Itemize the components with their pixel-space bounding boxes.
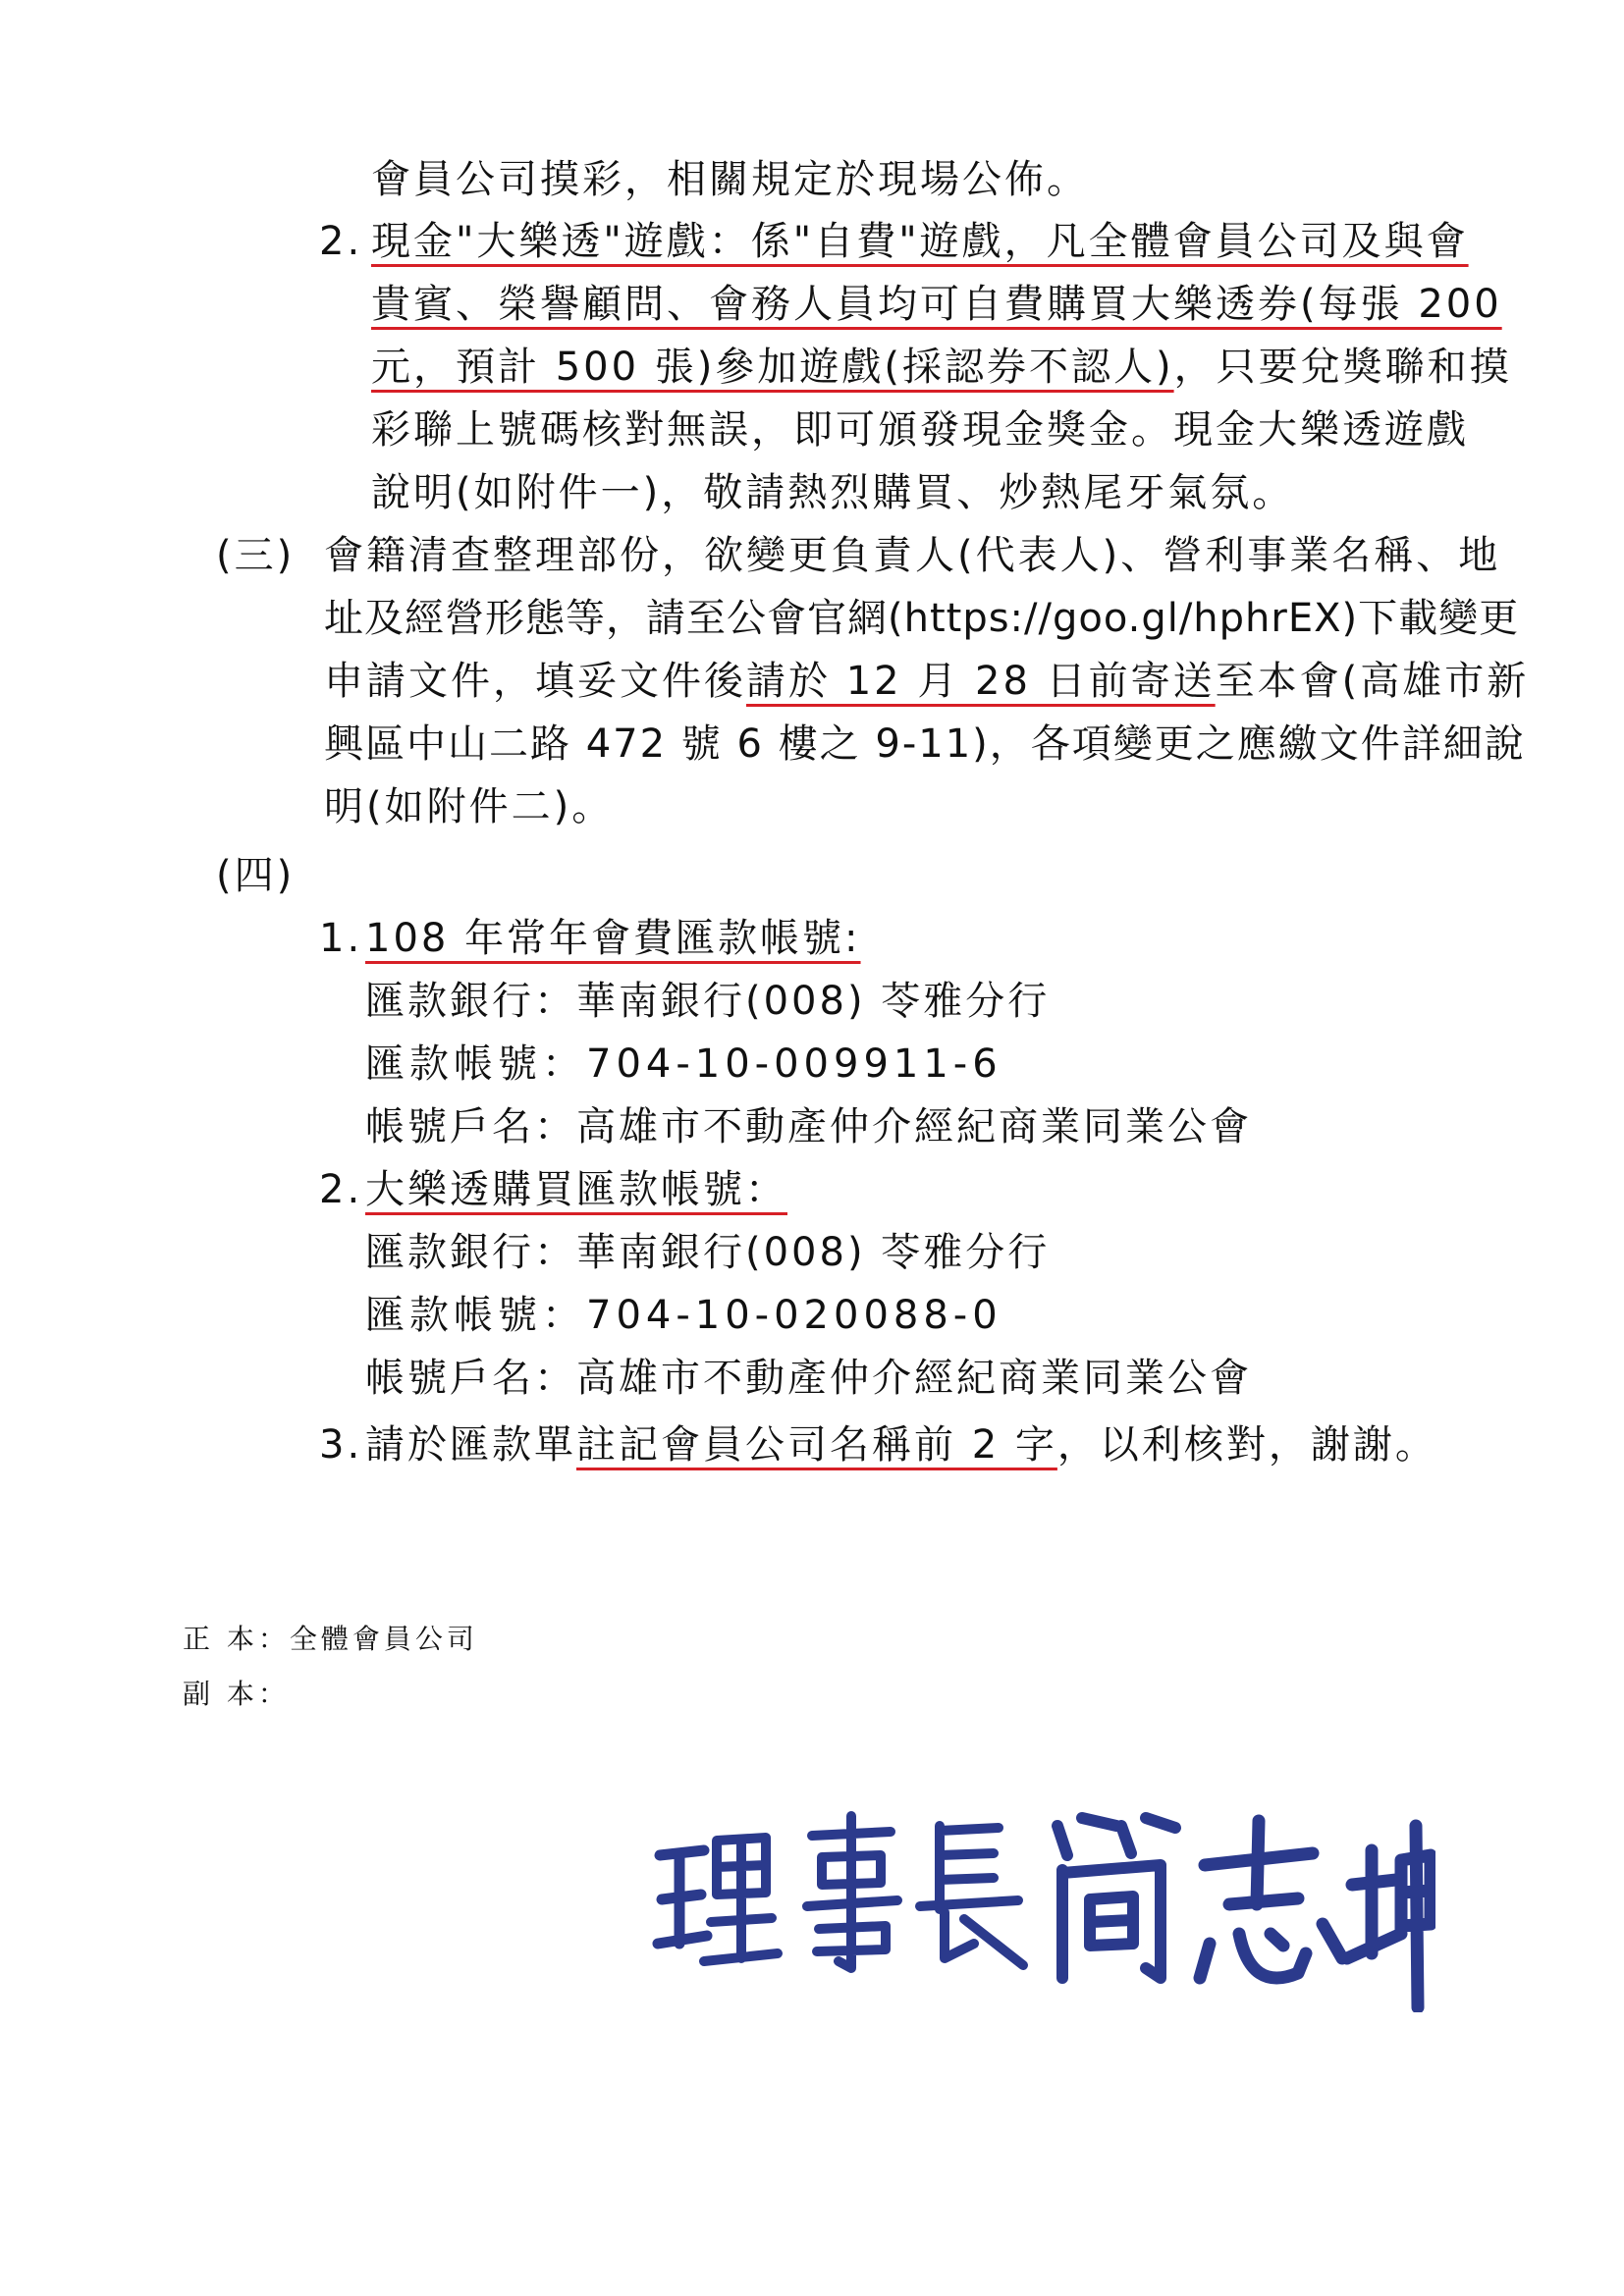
note-3-suffix: ，以利核對，謝謝。 xyxy=(1056,1422,1437,1468)
section-4-number: (四) xyxy=(216,853,296,898)
section-3-line-3-start: 申請文件，填妥文件後 xyxy=(324,659,746,704)
section-3-line-1: 會籍清查整理部份，欲變更負責人(代表人)、營利事業名稱、地 xyxy=(324,533,1501,578)
lotto-game-line-4: 彩聯上號碼核對無誤，即可頒發現金獎金。現金大樂透遊戲 xyxy=(371,407,1469,453)
deadline-underlined: 請於 12 月 28 日前寄送 xyxy=(746,659,1216,704)
account-2-number: 2. xyxy=(319,1167,363,1212)
lotto-game-line-3 xyxy=(371,342,1512,393)
original-recipient: 正 本：全體會員公司 xyxy=(183,1623,478,1655)
account-2-number-value: 匯款帳號：704-10-020088-0 xyxy=(365,1293,1002,1338)
note-3-text xyxy=(365,1419,1437,1470)
account-1-number-value: 匯款帳號：704-10-009911-6 xyxy=(365,1041,1002,1087)
section-3-line-4: 興區中山二路 472 號 6 樓之 9-11)，各項變更之應繳文件詳細說 xyxy=(324,721,1526,767)
account-1-number: 1. xyxy=(319,916,363,961)
account-2-holder: 帳號戶名：高雄市不動產仲介經紀商業同業公會 xyxy=(365,1356,1252,1401)
account-1-title: 108 年常年會費匯款帳號: xyxy=(365,916,861,961)
prev-item-continuation: 會員公司摸彩，相關規定於現場公佈。 xyxy=(371,157,1089,202)
note-3-number: 3. xyxy=(319,1422,363,1468)
account-2-bank: 匯款銀行：華南銀行(008) 苓雅分行 xyxy=(365,1230,1051,1275)
section-3-line-3 xyxy=(324,656,1529,707)
lotto-game-line-5: 說明(如附件一)，敬請熱烈購買、炒熱尾牙氣氛。 xyxy=(371,470,1295,515)
section-3-line-2: 址及經營形態等，請至公會官網(https://goo.gl/hphrEX)下載變更 xyxy=(324,596,1520,641)
account-2-title: 大樂透購買匯款帳號： xyxy=(365,1167,787,1212)
section-3-line-3-end: 至本會(高雄市新 xyxy=(1215,659,1530,704)
lotto-game-line-3-rest: ，只要兌獎聯和摸 xyxy=(1173,345,1512,390)
account-1-holder: 帳號戶名：高雄市不動產仲介經紀商業同業公會 xyxy=(365,1104,1252,1149)
section-3-line-5: 明(如附件二)。 xyxy=(324,784,615,829)
copy-recipient: 副 本： xyxy=(183,1678,290,1710)
note-3-underlined: 註記會員公司名稱前 2 字 xyxy=(576,1422,1057,1468)
lotto-game-line-3-underlined: 元，預計 500 張)參加遊戲(採認券不認人) xyxy=(371,345,1174,390)
lotto-game-line-1: 現金"大樂透"遊戲：係"自費"遊戲，凡全體會員公司及與會 xyxy=(371,219,1469,264)
lotto-game-line-2: 貴賓、榮譽顧問、會務人員均可自費購買大樂透券(每張 200 xyxy=(371,282,1502,327)
item-number-2: 2. xyxy=(319,219,363,264)
account-1-bank: 匯款銀行：華南銀行(008) 苓雅分行 xyxy=(365,979,1051,1024)
chairman-signature xyxy=(650,1796,1435,2012)
section-3-number: (三) xyxy=(216,533,296,578)
note-3-prefix: 請於匯款單 xyxy=(365,1422,576,1468)
